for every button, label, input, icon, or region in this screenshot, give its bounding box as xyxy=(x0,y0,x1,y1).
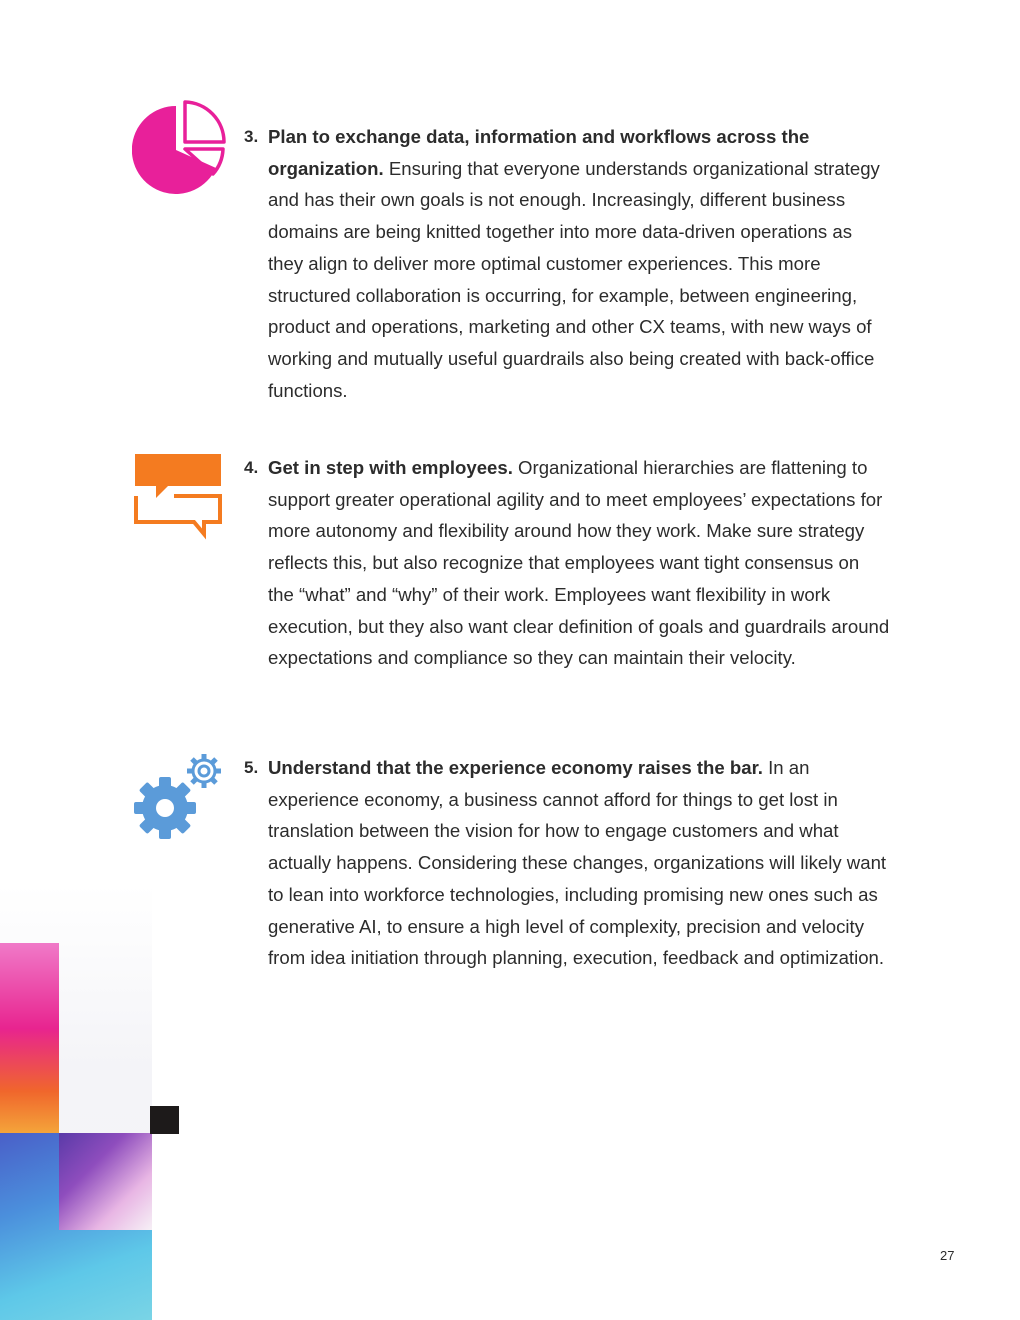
item-number: 5. xyxy=(244,758,259,777)
item-text xyxy=(268,121,890,406)
item-lead: Understand that the experience economy raises the bar. xyxy=(268,757,763,778)
item-text xyxy=(268,452,890,674)
item-number: 4. xyxy=(244,458,259,477)
decorative-purple-gradient-block xyxy=(59,1133,152,1230)
item-body: Ensuring that everyone understands organizational strategy and has their own goals is not enough. Increasingly, different business domains are being knitted together into more data-driven operations as they align to deliver more optimal customer experiences. This more structured collaboration is occurring, for example, between engineering, product and operations, marketing and other CX teams, with new ways of working and mutually useful guardrails also being created with back-office functions. xyxy=(268,157,880,401)
item-text xyxy=(268,752,890,974)
item-lead: Plan to exchange data, information and workflows across the organization. xyxy=(268,126,810,179)
conversation-icon xyxy=(132,452,228,548)
item-number: 3. xyxy=(244,127,259,146)
item-body: In an experience economy, a business cannot afford for things to get lost in translation between the vision for how to engage customers and what actually happens. Considering these changes, organizations will likely want to lean into workforce technologies, including promising new ones such as generative AI, to ensure a high level of complexity, precision and velocity from idea initiation through planning, execution, feedback and optimization. xyxy=(268,757,887,969)
page-number: 27 xyxy=(940,1248,955,1263)
gears-icon xyxy=(132,750,228,846)
item-body: Organizational hierarchies are flattening to support greater operational agility and to meet employees’ expectations for more autonomy and flexibility around how they work. Make sure strategy reflects this, but also recognize that employees want tight consensus on the “what” and “why” of their work. Employees want flexibility in work execution, but they also want clear definition of goals and guardrails around expectations and compliance so they can maintain their velocity. xyxy=(268,457,890,669)
item-lead: Get in step with employees. xyxy=(268,457,513,478)
decorative-pink-gradient-block xyxy=(0,943,59,1133)
decorative-black-square xyxy=(150,1106,179,1134)
pie-chart-icon xyxy=(132,98,228,194)
